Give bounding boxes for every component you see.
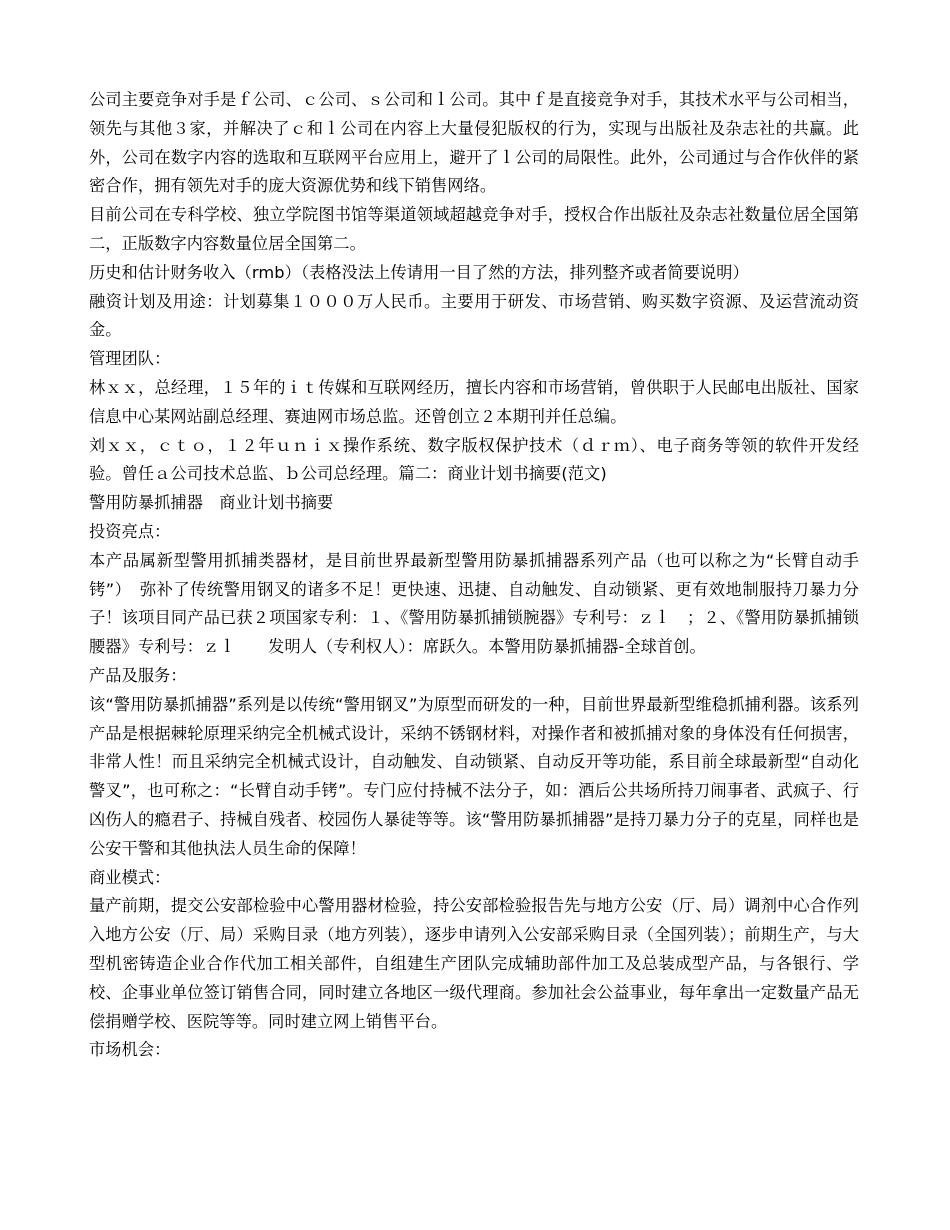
heading-investment-highlights: 投资亮点： — [89, 521, 171, 541]
paragraph-manager-lin: 林ｘｘ，总经理，１５年的ｉｔ传媒和互联网经历，擅长内容和市场营销，曾供职于人民邮电出版社、国家信息中心某网站副总经理、赛迪网市场总监。还曾创立２本期刊并任总编。 — [89, 377, 859, 426]
paragraph-market-position: 目前公司在专科学校、独立学院图书馆等渠道领域超越竞争对手，授权合作出版社及杂志社数量位居全国第二，正版数字内容数量位居全国第二。 — [89, 205, 859, 253]
document-page — [89, 86, 859, 1065]
heading-management-team: 管理团队： — [89, 349, 171, 369]
heading-products-services: 产品及服务： — [89, 665, 187, 685]
heading-market-opportunity: 市场机会： — [89, 1040, 171, 1060]
heading-business-plan-summary: 警用防暴抓捕器 商业计划书摘要 — [89, 493, 334, 513]
paragraph-financing-plan: 融资计划及用途：计划募集１０００万人民币。主要用于研发、市场营销、购买数字资源、及运营流动资金。 — [89, 291, 859, 340]
paragraph-products-services: 该“警用防暴抓捕器”系列是以传统“警用钢叉”为原型而研发的一种，目前世界最新型维稳抓捕利器。该系列产品是根据棘轮原理采纳完全机械式设计，采纳不锈钢材料，对操作者和被抓捕对象的身体没有任何损害，非常人性！而且采纳完全机械式设计，自动触发、自动锁紧、自动反开等功能，系目前全球最新型“自动化警叉”，也可称之：“长臂自动手铐”。专门应付持械不法分子，如：酒后公共场所持刀闹事者、武疯子、行凶伤人的瘾君子、持械自残者、校园伤人暴徒等等。该“警用防暴抓捕器”是持刀暴力分子的克星，同样也是公安干警和其他执法人员生命的保障！ — [89, 694, 859, 858]
paragraph-competitors: 公司主要竞争对手是ｆ公司、ｃ公司、ｓ公司和ｌ公司。其中ｆ是直接竞争对手，其技术水平与公司相当，领先与其他３家，并解决了ｃ和ｌ公司在内容上大量侵犯版权的行为，实现与出版社及杂志社的共赢。此外，公司在数字内容的选取和互联网平台应用上，避开了ｌ公司的局限性。此外，公司通过与合作伙伴的紧密合作，拥有领先对手的庞大资源优势和线下销售网络。 — [89, 90, 859, 196]
paragraph-financial-income: 历史和估计财务收入（rmb）（表格没法上传请用一目了然的方法，排列整齐或者简要说明） — [89, 262, 749, 282]
heading-business-model: 商业模式： — [89, 867, 171, 887]
paragraph-cto-liu: 刘ｘｘ，ｃｔｏ，１２年ｕｎｉｘ操作系统、数字版权保护技术（ｄｒｍ）、电子商务等领的软件开发经验。曾任ａ公司技术总监、ｂ公司总经理。篇二：商业计划书摘要(范文) — [89, 435, 859, 484]
paragraph-business-model: 量产前期，提交公安部检验中心警用器材检验，持公安部检验报告先与地方公安（厅、局）调剂中心合作列入地方公安（厅、局）采购目录（地方列装），逐步申请列入公安部采购目录（全国列装）；前期生产，与大型机密铸造企业合作代加工相关部件，自组建生产团队完成辅助部件加工及总装成型产品，与各银行、学校、企事业单位签订销售合同，同时建立各地区一级代理商。参加社会公益事业，每年拿出一定数量产品无偿捐赠学校、医院等等。同时建立网上销售平台。 — [89, 896, 859, 1031]
paragraph-investment-highlights: 本产品属新型警用抓捕类器材，是目前世界最新型警用防暴抓捕器系列产品（也可以称之为“长臂自动手铐”） 弥补了传统警用钢叉的诸多不足！更快速、迅捷、自动触发、自动锁紧、更有效地制服持刀暴力分子！该项目同产品已获２项国家专利：１、《警用防暴抓捕锁腕器》专利号：ｚｌ ；２、《警用防暴抓捕锁腰器》专利号：ｚｌ 发明人（专利权人）：席跃久。本警用防暴抓捕器-全球首创。 — [89, 550, 859, 657]
